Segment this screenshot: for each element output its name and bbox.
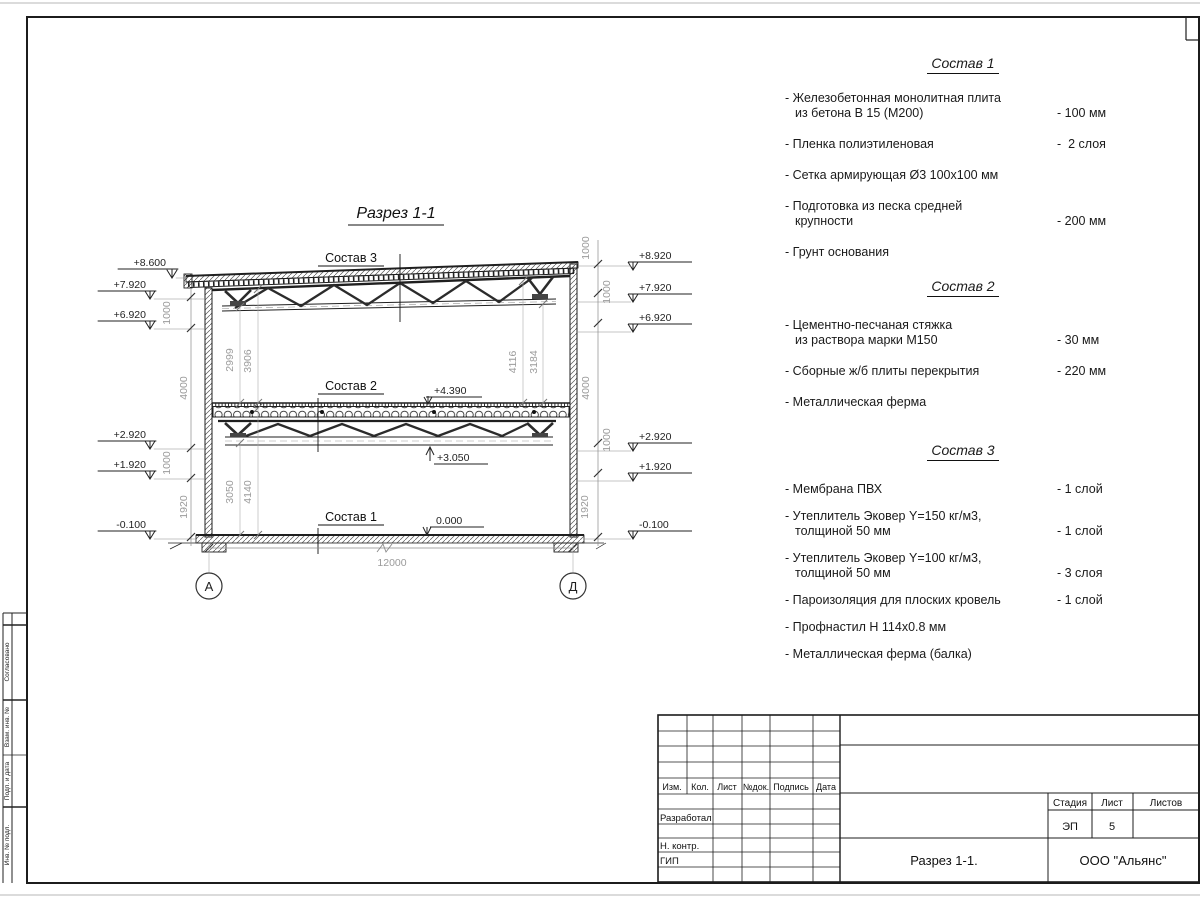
left-wall	[205, 288, 212, 537]
dim-right-1: 1000	[601, 280, 613, 304]
list-item	[785, 199, 1200, 229]
list-item	[785, 509, 1200, 539]
tb-sheet-value: 5	[1108, 821, 1116, 833]
list-item	[785, 137, 1200, 152]
elevation-marks-right	[577, 250, 692, 539]
list-item	[785, 647, 1200, 662]
floor-slab	[168, 535, 606, 552]
layer-name: - Железобетонная монолитная плита из бетона В 15 (М200)	[785, 91, 1001, 120]
tb-header-list: Лист	[717, 782, 737, 792]
layer-name: - Мембрана ПВХ	[785, 482, 883, 496]
section-title-text: Разрез 1-1	[356, 205, 436, 222]
tb-row-gip: ГИП	[660, 856, 679, 867]
elev-right-2: +6.920	[639, 312, 672, 324]
layer-name: - Утеплитель Эковер Y=150 кг/м3, толщиной 50 мм	[785, 509, 982, 538]
layer-value: - 30 мм	[1057, 333, 1100, 347]
layer-value: - 200 мм	[1057, 214, 1107, 228]
elev-right-0: +8.920	[639, 250, 672, 262]
dim-left-2: 1000	[161, 451, 173, 475]
axis-markers	[196, 573, 586, 599]
layer-name: - Сетка армирующая Ø3 100х100 мм	[785, 168, 999, 182]
label-sostav-3: Состав 3	[325, 251, 377, 265]
title-block	[658, 715, 1199, 882]
layer-name: - Утеплитель Эковер Y=100 кг/м3, толщиной 50 мм	[785, 551, 982, 580]
layer-value: - 1 слой	[1057, 593, 1103, 607]
layer-name: - Металлическая ферма (балка)	[785, 647, 972, 661]
tb-header-data: Дата	[816, 782, 836, 792]
elev-floor-zero: 0.000	[436, 515, 463, 527]
dim-inner-2999: 2999	[224, 348, 236, 372]
elev-truss-bottom: +3.050	[437, 452, 470, 464]
layer-value: - 3 слоя	[1057, 566, 1103, 580]
dim-left-0: 1000	[161, 301, 173, 325]
composition-list-1	[785, 55, 1200, 260]
elev-left-1: +7.920	[113, 279, 146, 291]
tb-header-podpis: Подпись	[773, 782, 809, 792]
elev-left-2: +6.920	[113, 309, 146, 321]
layer-name: - Профнастил Н 114х0.8 мм	[785, 620, 947, 634]
tb-row-developed: Разработал	[660, 813, 712, 824]
tb-doc-title: Разрез 1-1.	[910, 853, 978, 868]
dim-inner-3050: 3050	[224, 480, 236, 504]
building-section	[168, 262, 606, 552]
label-sostav-2: Состав 2	[325, 379, 377, 393]
composition-2-title: Состав 2	[785, 278, 1141, 294]
elev-left-0: +8.600	[133, 257, 166, 269]
layer-name: - Цементно-песчаная стяжка из раствора марки М150	[785, 318, 953, 347]
dim-inner-4140: 4140	[242, 480, 254, 504]
axis-label-d: Д	[568, 579, 578, 594]
tb-sheet-label: Лист	[1101, 798, 1123, 809]
list-item	[785, 395, 1200, 410]
list-item	[785, 168, 1200, 183]
layer-value: - 1 слой	[1057, 482, 1103, 496]
layer-value: - 220 мм	[1057, 364, 1107, 378]
stamp-label-podp: Подп. и дата	[4, 761, 11, 801]
dim-right-3: 1000	[601, 428, 613, 452]
corner-box	[1186, 17, 1199, 40]
tb-stage-value: ЭП	[1062, 821, 1078, 833]
list-item	[785, 482, 1200, 497]
elev-right-3: +2.920	[639, 431, 672, 443]
tb-stage-label: Стадия	[1052, 798, 1088, 809]
elev-left-3: +2.920	[113, 429, 146, 441]
elev-slab-top: +4.390	[434, 385, 467, 397]
layer-value: - 1 слой	[1057, 524, 1103, 538]
dim-right-4: 1920	[579, 495, 591, 519]
elev-right-1: +7.920	[639, 282, 672, 294]
layer-value: - 2 слоя	[1057, 137, 1106, 151]
layer-value: - 100 мм	[1057, 106, 1107, 120]
elev-left-4: +1.920	[113, 459, 146, 471]
dim-right-0: 1000	[580, 236, 592, 260]
tb-row-ncontrol: Н. контр.	[660, 841, 700, 852]
label-sostav-1: Состав 1	[325, 510, 377, 524]
composition-1-title: Состав 1	[785, 55, 1141, 71]
tb-header-kol: Кол.	[691, 782, 709, 792]
elev-left-5: -0.100	[116, 519, 146, 531]
list-item	[785, 593, 1200, 608]
list-item	[785, 245, 1200, 260]
elev-right-4: +1.920	[639, 461, 672, 473]
elev-right-5: -0.100	[639, 519, 669, 531]
composition-list-3	[785, 442, 1200, 662]
right-wall	[570, 264, 577, 537]
tb-header-izm: Изм.	[662, 782, 682, 792]
dim-span-12000: 12000	[377, 557, 407, 569]
stamp-label-vzam: Взам. инв. №	[4, 706, 11, 748]
dim-inner-3184: 3184	[528, 350, 540, 374]
layer-name: - Подготовка из песка средней крупности	[785, 199, 963, 228]
dim-inner-3906: 3906	[242, 349, 254, 373]
layer-name: - Пароизоляция для плоских кровель	[785, 593, 1001, 607]
list-item	[785, 91, 1200, 121]
composition-3-title: Состав 3	[785, 442, 1141, 458]
side-stamp	[3, 613, 27, 883]
stamp-label-agreed: Согласовано	[4, 642, 11, 682]
dim-right-2: 4000	[580, 376, 592, 400]
intermediate-floor	[212, 403, 570, 445]
axis-label-a: А	[204, 579, 214, 594]
list-item	[785, 551, 1200, 581]
list-item	[785, 318, 1200, 348]
dim-inner-4116: 4116	[507, 350, 519, 374]
layer-name: - Металлическая ферма	[785, 395, 927, 409]
layer-name: - Грунт основания	[785, 245, 890, 259]
layer-name: - Пленка полиэтиленовая	[785, 137, 934, 151]
list-item	[785, 620, 1200, 635]
dim-left-1: 4000	[178, 376, 190, 400]
composition-list-2	[785, 278, 1200, 410]
section-title	[348, 205, 444, 225]
tb-header-ndok: №док.	[742, 782, 770, 792]
tb-company: ООО "Альянс"	[1079, 853, 1167, 868]
tb-sheets-label: Листов	[1149, 798, 1183, 809]
layer-name: - Сборные ж/б плиты перекрытия	[785, 364, 980, 378]
dim-left-3: 1920	[178, 495, 190, 519]
stamp-label-inv: Инв. № подл.	[4, 824, 11, 866]
list-item	[785, 364, 1200, 379]
